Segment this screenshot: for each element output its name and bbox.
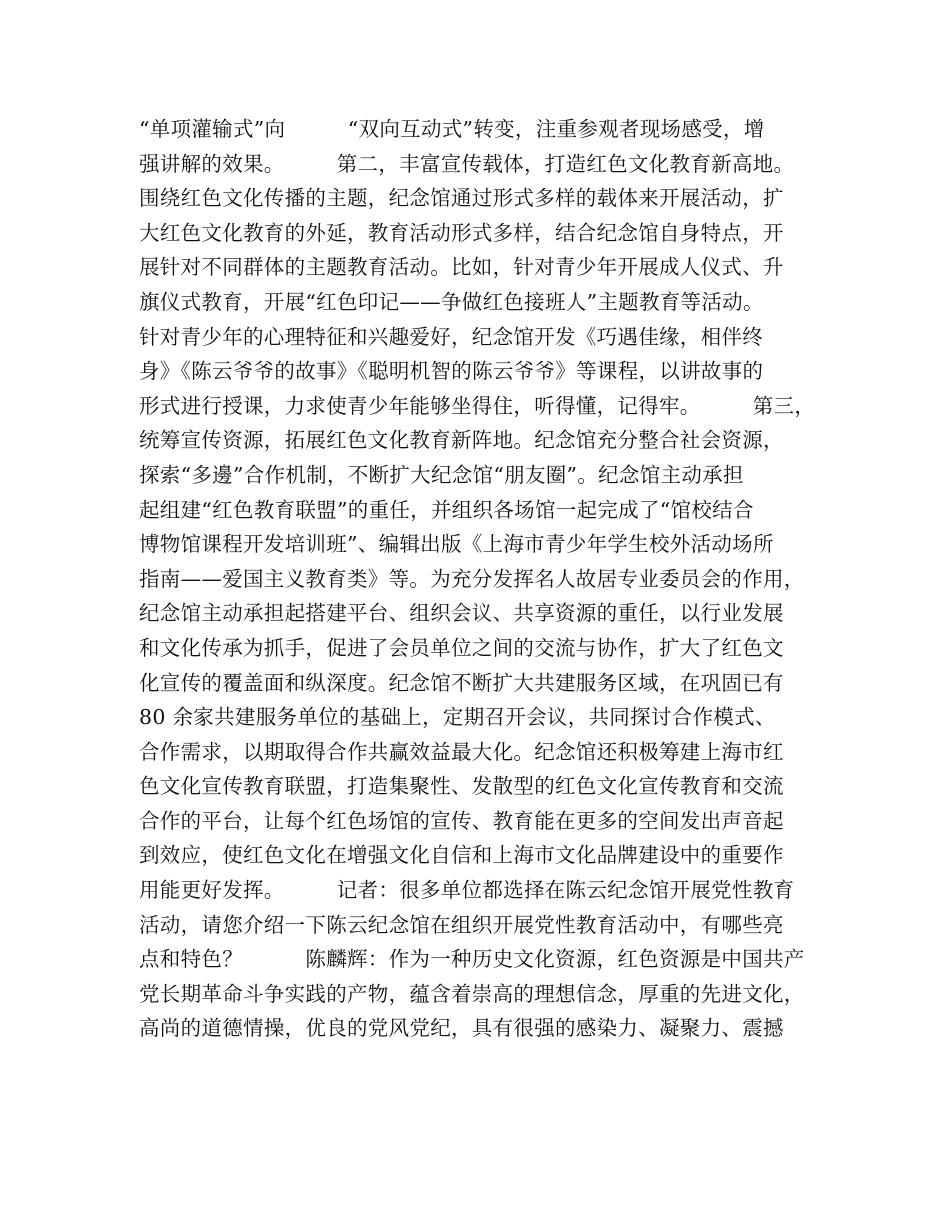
text-line: 旗仪式教育，开展“红色印记——争做红色接班人”主题教育等活动。	[139, 289, 764, 314]
text-line: 针对青少年的心理特征和兴趣爱好，纪念馆开发《巧遇佳缘，相伴终	[139, 324, 763, 349]
text-line: 点和特色？ 陈麟辉：作为一种历史文化资源，红色资源是中国共产	[139, 947, 805, 972]
body-text	[139, 112, 829, 1046]
text-line: 高尚的道德情操，优良的党风党纪，具有很强的感染力、凝聚力、震撼	[139, 1016, 784, 1041]
text-line: 强讲解的效果。 第二，丰富宣传载体，打造红色文化教育新高地。	[139, 151, 795, 176]
text-line: 合作需求，以期取得合作共赢效益最大化。纪念馆还积极筹建上海市红	[139, 739, 784, 764]
text-line: 化宣传的覆盖面和纵深度。纪念馆不断扩大共建服务区域，在巩固已有	[139, 670, 784, 695]
text-line: 和文化传承为抓手，促进了会员单位之间的交流与协作，扩大了红色文	[139, 635, 784, 660]
text-line: 探索“多邊”合作机制，不断扩大纪念馆“朋友圈”。纪念馆主动承担	[139, 462, 744, 487]
text-line: 形式进行授课，力求使青少年能够坐得住，听得懂，记得牢。 第三，	[139, 393, 816, 418]
text-line: 围绕红色文化传播的主题，纪念馆通过形式多样的载体来开展活动，扩	[139, 186, 784, 211]
text-line: 统筹宣传资源，拓展红色文化教育新阵地。纪念馆充分整合社会资源，	[139, 428, 784, 453]
text-line: 展针对不同群体的主题教育活动。比如，针对青少年开展成人仪式、升	[139, 255, 784, 280]
text-line: 80 余家共建服务单位的基础上，定期召开会议，共同探讨合作模式、	[139, 705, 776, 730]
text-line: 身》《陈云爷爷的故事》《聪明机智的陈云爷爷》等课程，以讲故事的	[139, 359, 764, 384]
text-line: 指南——爱国主义教育类》等。为充分发挥名人故居专业委员会的作用，	[139, 566, 805, 591]
text-line: 到效应，使红色文化在增强文化自信和上海市文化品牌建设中的重要作	[139, 843, 784, 868]
text-line: “单项灌输式”向 “双向互动式”转变，注重参观者现场感受，增	[139, 117, 765, 141]
text-line: 党长期革命斗争实践的产物，蕴含着崇高的理想信念，厚重的先进文化，	[139, 981, 805, 1006]
text-line: 纪念馆主动承担起搭建平台、组织会议、共享资源的重任，以行业发展	[139, 601, 784, 626]
text-line: 活动，请您介绍一下陈云纪念馆在组织开展党性教育活动中，有哪些亮	[139, 912, 784, 937]
text-line: 博物馆课程开发培训班”、编辑出版《上海市青少年学生校外活动场所	[139, 532, 774, 557]
text-line: 起组建“红色教育联盟”的重任，并组织各场馆一起完成了“馆校结合	[139, 497, 754, 522]
text-line: 合作的平台，让每个红色场馆的宣传、教育能在更多的空间发出声音起	[139, 808, 784, 833]
text-line: 用能更好发挥。 记者：很多单位都选择在陈云纪念馆开展党性教育	[139, 878, 795, 903]
text-line: 色文化宣传教育联盟，打造集聚性、发散型的红色文化宣传教育和交流	[139, 774, 784, 799]
text-line: 大红色文化教育的外延，教育活动形式多样，结合纪念馆自身特点，开	[139, 220, 784, 245]
